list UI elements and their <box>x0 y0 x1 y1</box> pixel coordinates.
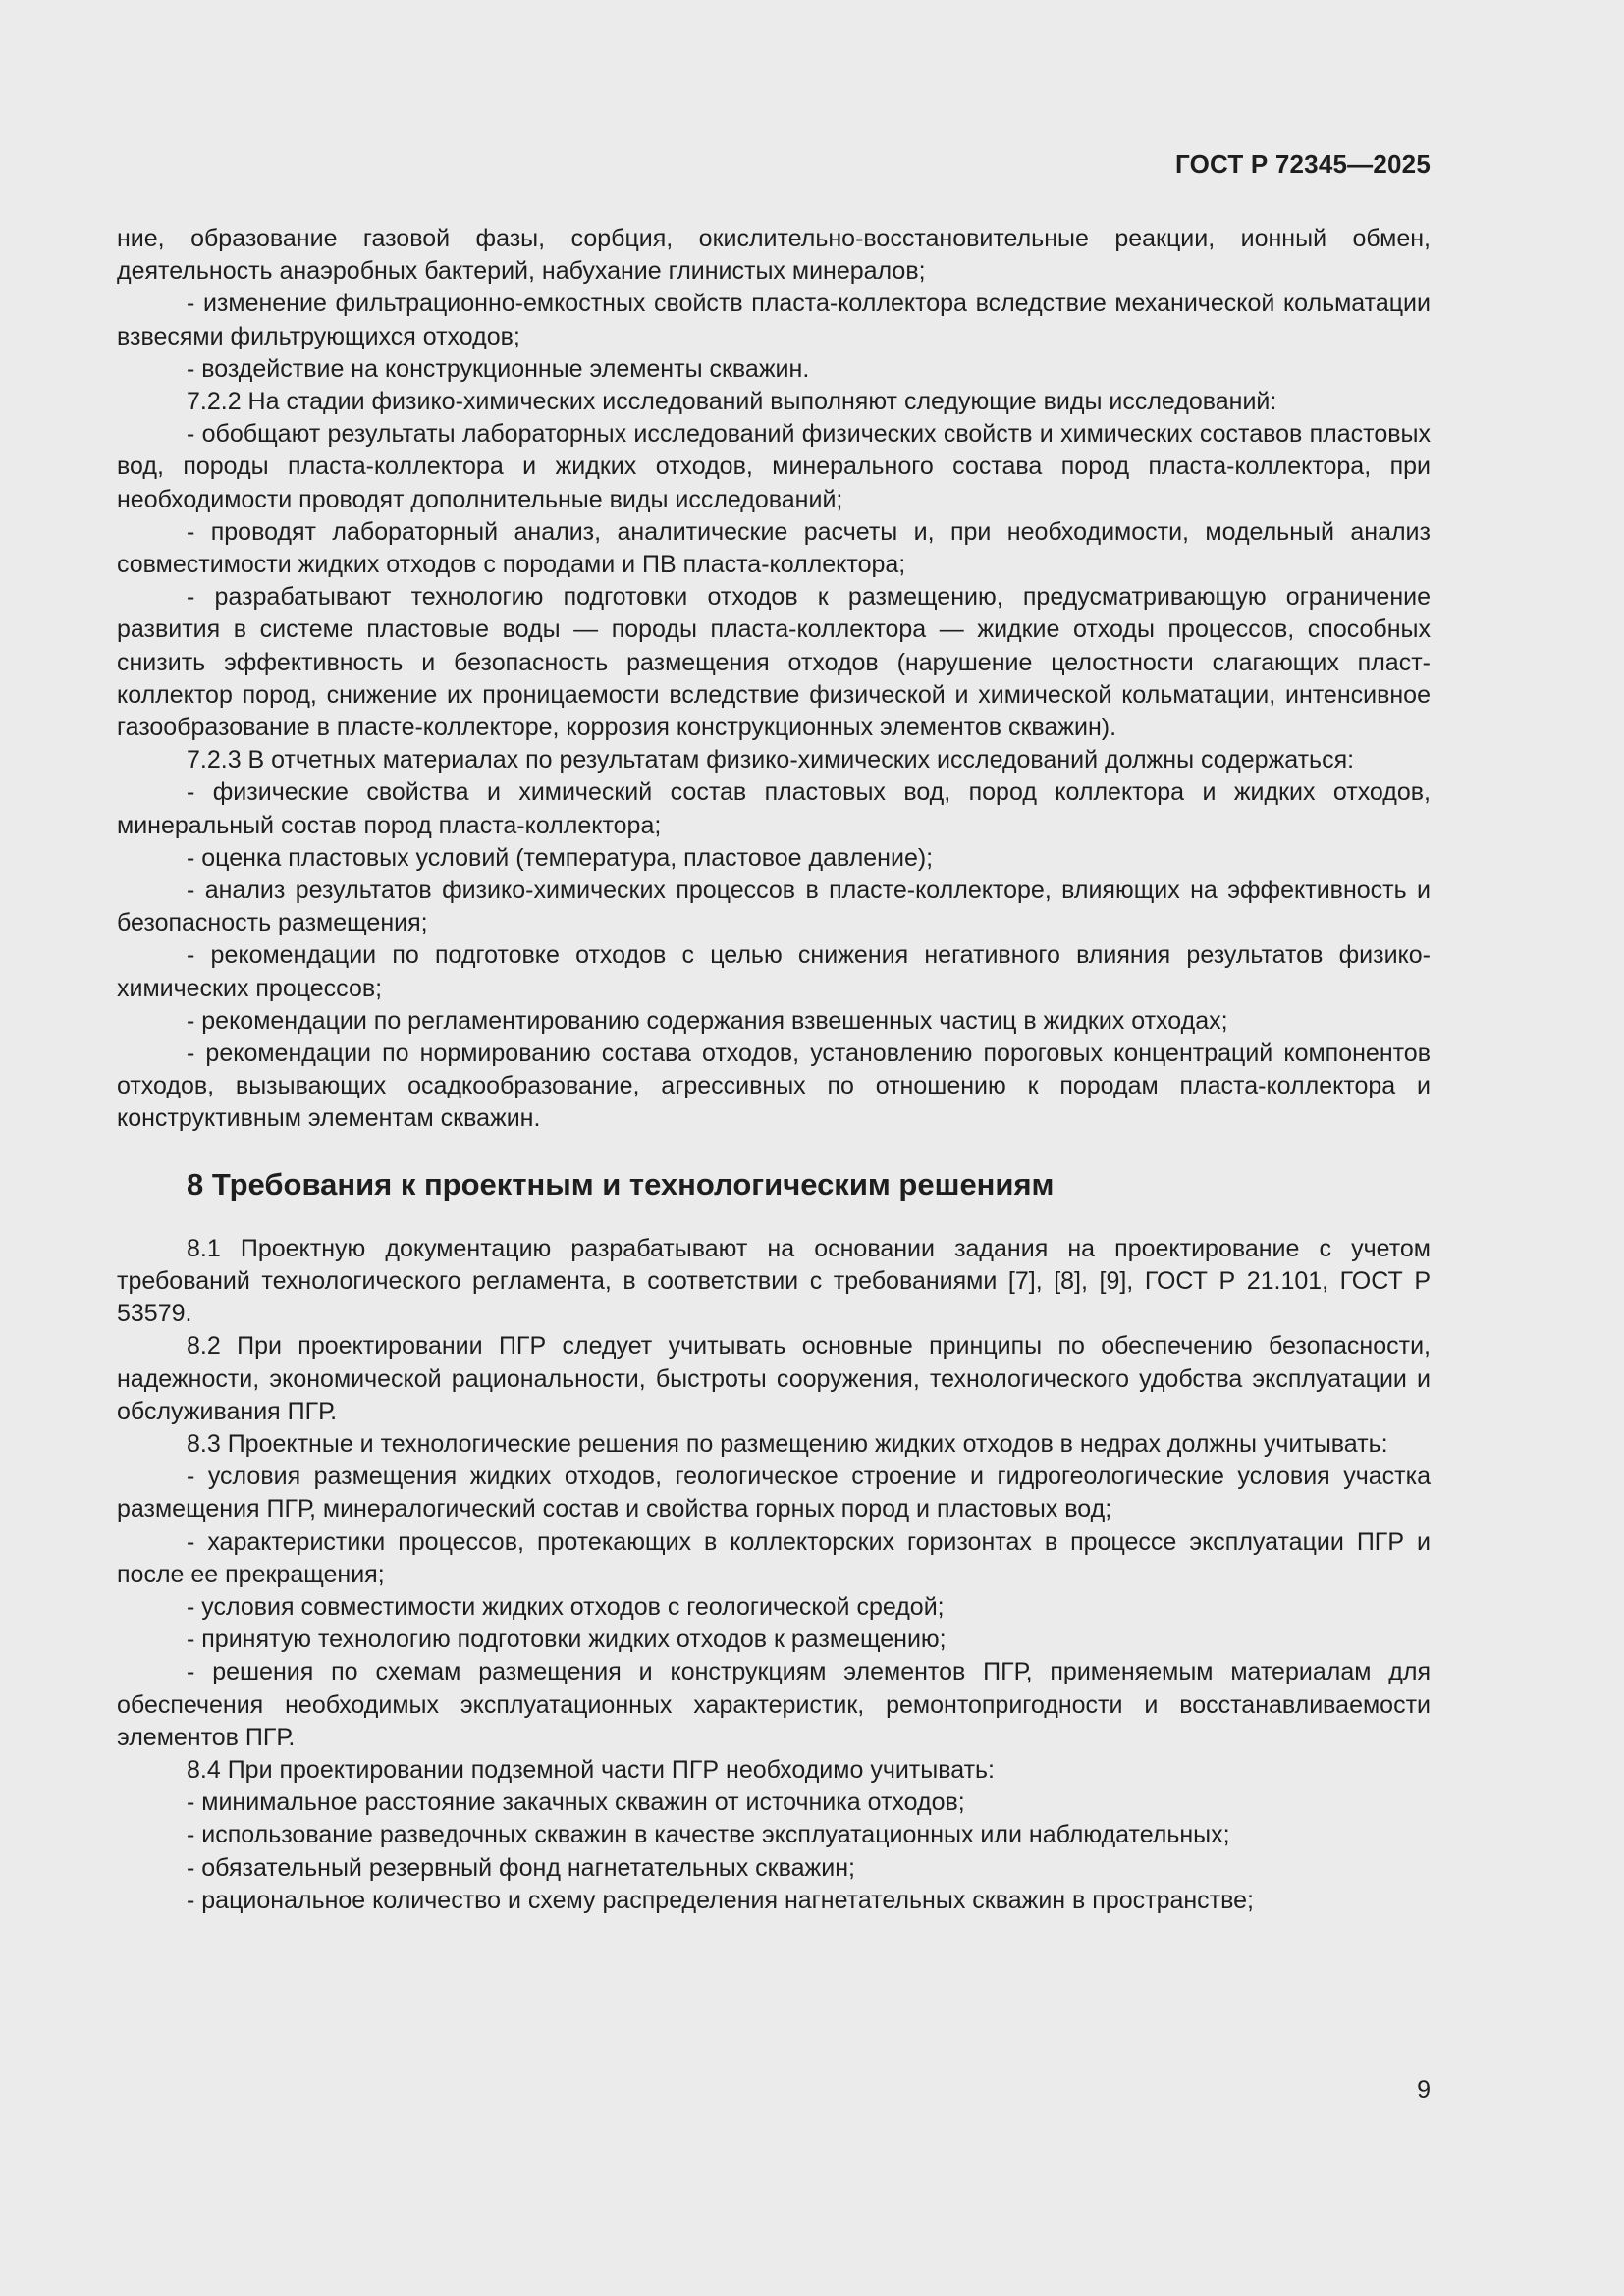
list-item: - рекомендации по подготовке отходов с целью снижения негативного влияния результатов физико-химических процессов; <box>117 941 1431 1002</box>
list-item: - использование разведочных скважин в качестве эксплуатационных или наблюдательных; <box>187 1821 1230 1849</box>
list-item: - оценка пластовых условий (температура, пластовое давление); <box>187 843 934 872</box>
clause-paragraph: 7.2.2 На стадии физико-химических исследований выполняют следующие виды исследований: <box>187 388 1277 416</box>
list-item: - анализ результатов физико-химических процессов в пласте-коллекторе, влияющих на эффективность и безопасность размещения; <box>117 877 1431 937</box>
clause-paragraph: 8.4 При проектировании подземной части ПГР необходимо учитывать: <box>187 1755 995 1784</box>
list-item: - минимальное расстояние закачных скважин от источника отходов; <box>187 1789 965 1817</box>
clause-paragraph: 8.1 Проектную документацию разрабатывают на основании задания на проектирование с учетом требований технологического регламента, в соответствии с требованиями [7], [8], [9], ГОСТ Р 21.101, ГОСТ Р 53579. <box>117 1234 1431 1328</box>
list-item: - рекомендации по нормированию состава отходов, установлению пороговых концентраций компонентов отходов, вызывающих осадкообразование, агрессивных по отношению к породам пласта-коллектора и конструктивным элементам скважин. <box>117 1040 1431 1133</box>
clause-paragraph: 7.2.3 В отчетных материалах по результатам физико-химических исследований должны содержаться: <box>187 746 1355 774</box>
list-item: - принятую технологию подготовки жидких отходов к размещению; <box>187 1626 947 1654</box>
list-item: - воздействие на конструкционные элементы скважин. <box>187 354 810 383</box>
list-item: - условия совместимости жидких отходов с геологической средой; <box>187 1592 945 1621</box>
list-item: - условия размещения жидких отходов, геологическое строение и гидрогеологические условия участка размещения ПГР, минералогический состав и свойства горных пород и пластовых вод; <box>117 1463 1431 1523</box>
clause-paragraph: 8.3 Проектные и технологические решения по размещению жидких отходов в недрах должны учитывать: <box>187 1429 1388 1458</box>
list-item: - обязательный резервный фонд нагнетательных скважин; <box>187 1853 855 1882</box>
list-item: - решения по схемам размещения и конструкциям элементов ПГР, применяемым материалам для обеспечения необходимых эксплуатационных характеристик, ремонтопригодности и восстанавливаемости элементов ПГР. <box>117 1658 1431 1751</box>
list-item: - обобщают результаты лабораторных исследований физических свойств и химических составов пластовых вод, породы пласта-коллектора и жидких отходов, минерального состава пород пласта-коллектора, при необходимости проводят дополнительные виды исследований; <box>117 420 1431 513</box>
clause-paragraph: 8.2 При проектировании ПГР следует учитывать основные принципы по обеспечению безопасности, надежности, экономической рациональности, быстроты сооружения, технологического удобства эксплуатации и обслуживания ПГР. <box>117 1332 1431 1425</box>
page-number: 9 <box>1417 2076 1431 2104</box>
list-item: - характеристики процессов, протекающих в коллекторских горизонтах в процессе эксплуатации ПГР и после ее прекращения; <box>117 1527 1431 1588</box>
list-item: - проводят лабораторный анализ, аналитические расчеты и, при необходимости, модельный анализ совместимости жидких отходов с породами и ПВ пласта-коллектора; <box>117 517 1431 579</box>
section-heading: 8 Требования к проектным и технологическим решениям <box>187 1166 1055 1201</box>
list-item: - физические свойства и химический состав пластовых вод, пород коллектора и жидких отходов, минеральный состав пород пласта-коллектора; <box>117 778 1431 839</box>
list-item: - изменение фильтрационно-емкостных свойств пласта-коллектора вследствие механической кольматации взвесями фильтрующихся отходов; <box>117 290 1431 350</box>
list-item: - рекомендации по регламентированию содержания взвешенных частиц в жидких отходах; <box>187 1006 1228 1035</box>
list-item: - разрабатывают технологию подготовки отходов к размещению, предусматривающую ограничение развития в системе пластовые воды — породы пласта-коллектора — жидкие отходы процессов, способных снизить эффективность и безопасность размещения отходов (нарушение целостности слагающих пласт-коллектор пород, снижение их проницаемости вследствие физической и химической кольматации, интенсивное газообразование в пласте-коллекторе, коррозия конструкционных элементов скважин). <box>117 583 1431 742</box>
page-body <box>117 223 1431 1917</box>
paragraph: ние, образование газовой фазы, сорбция, окислительно-восстановительные реакции, ионный обмен, деятельность анаэробных бактерий, набухание глинистых минералов; <box>117 225 1431 286</box>
document-standard-number: ГОСТ Р 72345—2025 <box>1175 149 1431 179</box>
list-item: - рациональное количество и схему распределения нагнетательных скважин в пространстве; <box>187 1886 1254 1914</box>
